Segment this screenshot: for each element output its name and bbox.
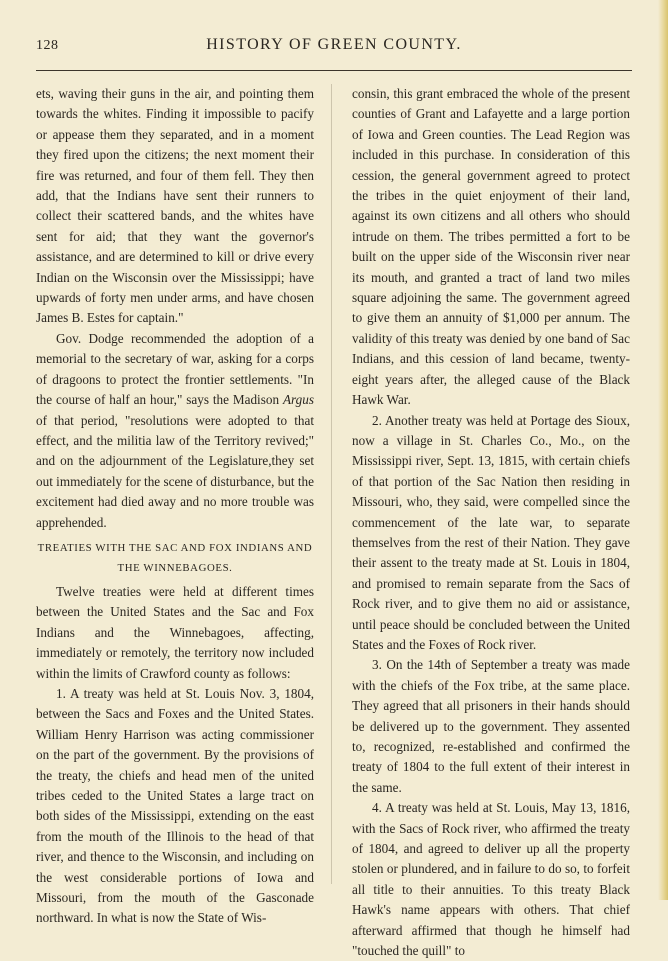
page-edge xyxy=(658,0,668,900)
paragraph xyxy=(36,329,314,533)
running-head: HISTORY OF GREEN COUNTY. xyxy=(206,36,462,53)
page-header xyxy=(36,36,632,60)
paragraph-text: of that period, "resolutions were adopted to that effect, and the militia law of the Territory revived;" and on the adjournment of the Legislature,they set out immediately for the scene of disturbance, but the excitement had died away and no more trouble was apprehended. xyxy=(36,412,314,530)
paragraph: 3. On the 14th of September a treaty was made with the chiefs of the Fox tribe, at the same place. They agreed that all prisoners in their hands should be delivered up to the government. They assented to, recognized, re-established and confirmed the treaty of 1804 to the full extent of their interest in the same. xyxy=(352,657,630,795)
page-number: 128 xyxy=(36,38,59,53)
header-rule xyxy=(36,70,632,71)
paragraph: consin, this grant embraced the whole of the present counties of Grant and Lafayette and a large portion of Iowa and Green counties. The Lead Region was included in this purchase. In consideration of this cession, the general government agreed to protect the tribes in the quiet enjoyment of their land, against its own citizens and all others who should intrude on them. The tribes permitted a fort to be built on the upper side of the Wisconsin river near its mouth, and granted a tract of land two miles square adjoining the same. The government agreed to give them an annuity of $1,000 per annum. The validity of this treaty was denied by one band of Sac Indians, and this cession of land became, twenty-eight years after, the alleged cause of the Black Hawk War. xyxy=(352,86,630,408)
column-divider xyxy=(331,84,332,884)
right-column xyxy=(352,84,630,961)
paragraph: 2. Another treaty was held at Portage des Sioux, now a village in St. Charles Co., Mo., on the Mississippi river, Sept. 13, 1815, with certain chiefs of that portion of the Sac Nation then residing in Missouri, who, they said, were compelled since the commencement of the late war, to separate themselves from the rest of their Nation. They gave their assent to the treaty made at St. Louis in 1804, and promised to remain separate from the Sacs of Rock river, and to give them no aid or assistance, until peace should be concluded between the United States and the Foxes of Rock river. xyxy=(352,412,630,652)
paragraph-text: Gov. Dodge recommended the adoption of a memorial to the secretary of war, asking for a corps of dragoons to protect the frontier settlements. "In the course of half an hour," says the Madison xyxy=(36,330,314,408)
paragraph: 1. A treaty was held at St. Louis Nov. 3, 1804, between the Sacs and Foxes and the United States. William Henry Harrison was acting commissioner on the part of the government. By the provisions of the treaty, the chiefs and head men of the united tribes ceded to the United States a large tract on both sides of the Mississippi, extending on the east from the mouth of the Illinois to the head of that river, and thence to the Wisconsin, and including on the west considerable portions of Iowa and Missouri, from the mouth of the Gasconade northward. In what is now the State of Wis- xyxy=(36,685,314,926)
paragraph: Twelve treaties were held at different times between the United States and the Sac and Fox Indians and the Winnebagoes, affecting, immediately or remotely, the territory now included within the limits of Crawford county as follows: xyxy=(36,583,314,681)
newspaper-title: Argus xyxy=(282,392,314,408)
section-heading: TREATIES WITH THE SAC AND FOX INDIANS AND THE WINNEBAGOES. xyxy=(37,541,313,574)
paragraph: ets, waving their guns in the air, and pointing them towards the whites. Finding it impossible to pacify or appease them they separated, and in a moment they fired upon the citizens; the next moment their fire was returned, and four of them fell. They then add, that the Indians have sent their runners to collect their scattered bands, and the whites have sent for aid; that they want the governor's assistance, and are determined to kill or drive every Indian on the Wisconsin over the Mississippi; have upwards of forty men under arms, and have chosen James B. Estes for captain." xyxy=(36,86,314,326)
left-column xyxy=(36,84,314,929)
paragraph: 4. A treaty was held at St. Louis, May 13, 1816, with the Sacs of Rock river, who affirmed the treaty of 1804, and agreed to deliver up all the property stolen or plundered, and in failure to do so, to forfeit all title to their annuities. To this treaty Black Hawk's name appears with others. That chief afterward affirmed that though he himself had "touched the quill" to xyxy=(352,800,630,959)
